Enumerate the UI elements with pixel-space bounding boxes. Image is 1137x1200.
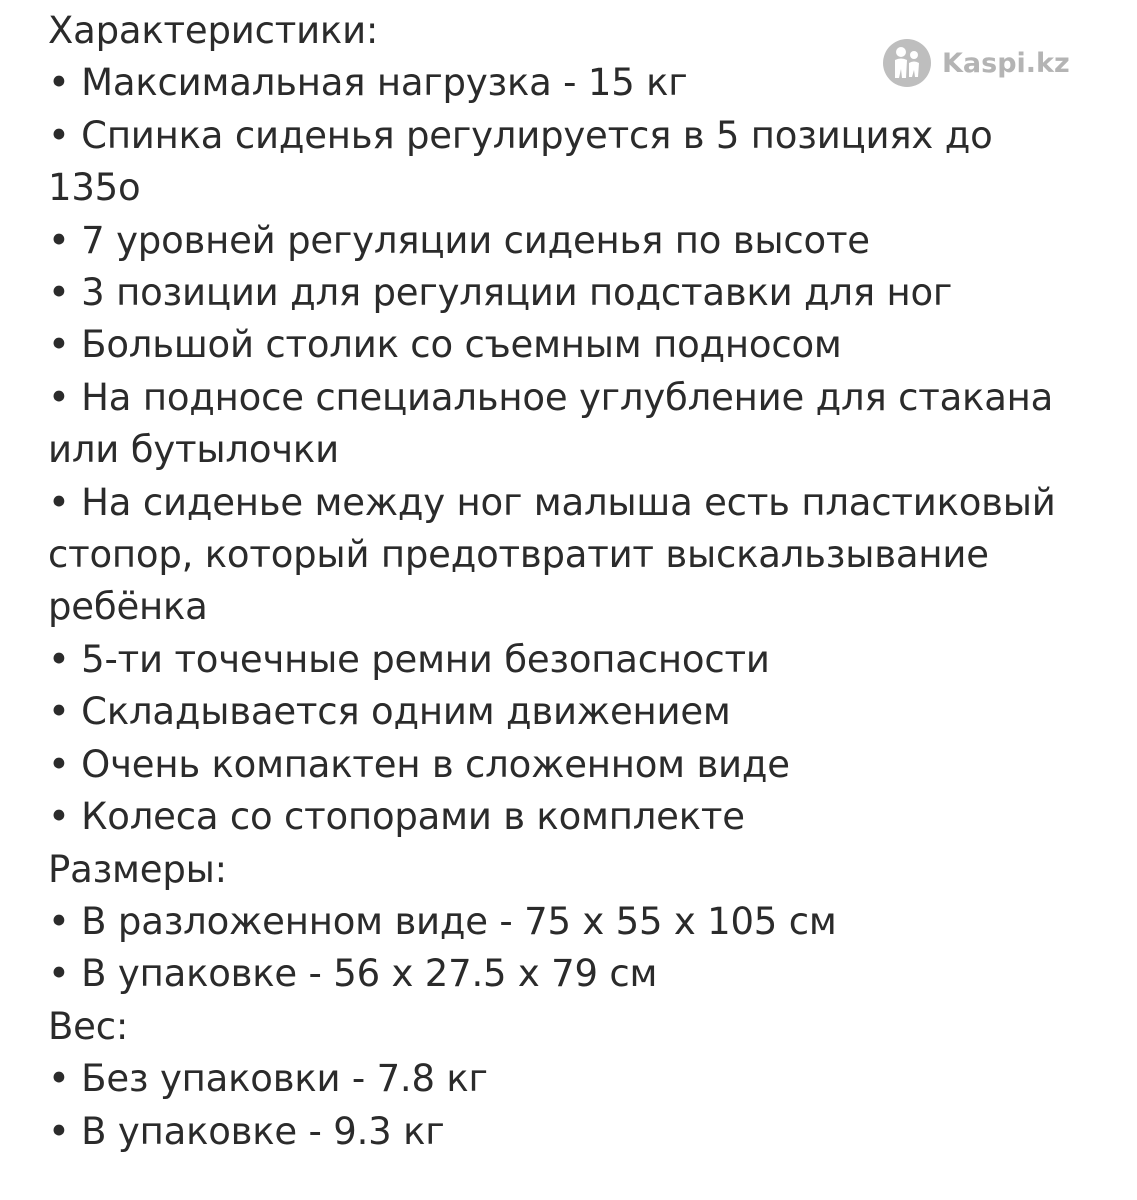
spec-line: или бутылочки — [48, 428, 339, 472]
spec-line: • Максимальная нагрузка - 15 кг — [48, 61, 688, 105]
spec-line: • На сиденье между ног малыша есть пластиковый — [48, 480, 1056, 524]
dimension-line: • В разложенном виде - 75 x 55 x 105 см — [48, 899, 837, 943]
dimension-line: • В упаковке - 56 x 27.5 x 79 см — [48, 952, 658, 996]
watermark-text: Kaspi.kz — [942, 47, 1070, 79]
spec-line: 135о — [48, 166, 141, 210]
section-heading-characteristics: Характеристики: — [48, 9, 379, 52]
spec-line: • 3 позиции для регуляции подставки для ног — [48, 271, 953, 315]
characteristics-text-block — [48, 5, 1123, 1158]
spec-line: стопор, который предотвратит выскальзывание — [48, 533, 989, 577]
spec-line: • 7 уровней регуляции сиденья по высоте — [48, 218, 870, 262]
weight-line: • В упаковке - 9.3 кг — [48, 1109, 445, 1153]
spec-line: • Складывается одним движением — [48, 690, 731, 734]
weight-line: • Без упаковки - 7.8 кг — [48, 1057, 488, 1101]
section-heading-dimensions: Размеры: — [48, 847, 227, 891]
spec-line: • Спинка сиденья регулируется в 5 позициях до — [48, 113, 993, 157]
spec-line: • 5-ти точечные ремни безопасности — [48, 637, 770, 681]
section-heading-weight: Вес: — [48, 1004, 129, 1048]
spec-line: • Колеса со стопорами в комплекте — [48, 795, 745, 839]
spec-line: ребёнка — [48, 585, 208, 629]
spec-line: • Большой столик со съемным подносом — [48, 323, 842, 367]
spec-line: • Очень компактен в сложенном виде — [48, 742, 790, 786]
spec-line: • На подносе специальное углубление для стакана — [48, 375, 1054, 419]
